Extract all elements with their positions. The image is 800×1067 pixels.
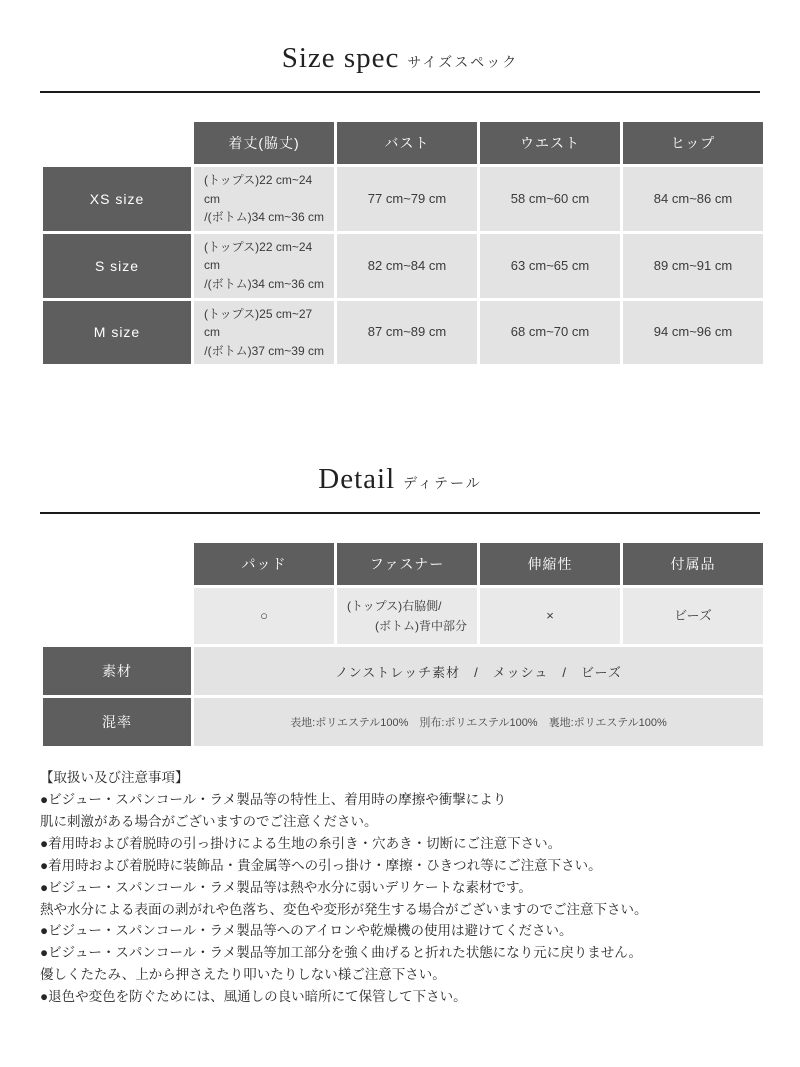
care-note-line: ●着用時および着脱時に装飾品・貴金属等への引っ掛け・摩擦・ひきつれ等にご注意下さい。 [40, 857, 602, 873]
header-cell-length: 着丈(脇丈) [194, 122, 334, 164]
size-spec-heading [40, 0, 760, 85]
header-cell-stretch: 伸縮性 [480, 543, 620, 585]
size-spec-title-en: Size spec [281, 42, 400, 74]
header-cell-bust: バスト [337, 122, 477, 164]
table-row [43, 588, 763, 644]
care-note-line: ●着用時および着脱時の引っ掛けによる生地の糸引き・穴あき・切断にご注意下さい。 [40, 835, 562, 851]
cell-s-hip: 89 cm~91 cm [623, 234, 763, 298]
cell-m-waist: 68 cm~70 cm [480, 301, 620, 365]
header-cell-waist: ウエスト [480, 122, 620, 164]
row-label-material: 素材 [43, 647, 191, 695]
cell-s-length [194, 234, 334, 298]
table-header-row [43, 122, 763, 164]
detail-heading [40, 421, 760, 506]
care-note-line: ●ビジュー・スパンコール・ラメ製品等加工部分を強く曲げると折れた状態になり元に戻りません。 [40, 945, 643, 961]
header-cell-empty [43, 122, 191, 164]
detail-table [40, 540, 766, 749]
cell-m-length-top: (トップス)25 cm~27 cm [204, 306, 313, 340]
cell-m-bust: 87 cm~89 cm [337, 301, 477, 365]
care-note-line: 熱や水分による表面の剥がれや色落ち、変色や変形が発生する場合がございますのでご注意下さい。 [40, 901, 648, 917]
cell-blend-value: 表地:ポリエステル100% 別布:ポリエステル100% 裏地:ポリエステル100% [194, 698, 763, 746]
cell-zipper-value [337, 588, 477, 644]
detail-title-jp: ディテール [403, 475, 482, 492]
table-row [43, 301, 763, 365]
table-row [43, 234, 763, 298]
care-note-line: ●ビジュー・スパンコール・ラメ製品等は熱や水分に弱いデリケートな素材です。 [40, 879, 532, 895]
header-cell-zipper: ファスナー [337, 543, 477, 585]
care-note-line: ●ビジュー・スパンコール・ラメ製品等の特性上、着用時の摩擦や衝撃により [40, 792, 507, 808]
care-notes [40, 767, 760, 1007]
header-cell-accessory: 付属品 [623, 543, 763, 585]
care-note-line: 肌に刺激がある場合がございますのでご注意ください。 [40, 814, 378, 830]
cell-s-bust: 82 cm~84 cm [337, 234, 477, 298]
cell-xs-waist: 58 cm~60 cm [480, 167, 620, 231]
cell-stretch-value: × [480, 588, 620, 644]
size-spec-table [40, 119, 766, 367]
size-spec-title-jp: サイズスペック [407, 54, 519, 70]
row-label-m: M size [43, 301, 191, 365]
table-header-row [43, 543, 763, 585]
table-row [43, 647, 763, 695]
cell-m-hip: 94 cm~96 cm [623, 301, 763, 365]
cell-pad-value: ○ [194, 588, 334, 644]
cell-material-value: ノンストレッチ素材 / メッシュ / ビーズ [194, 647, 763, 695]
cell-m-length-bottom: /(ボトム)37 cm~39 cm [204, 343, 324, 358]
table-row [43, 698, 763, 746]
care-note-line: 優しくたたみ、上から押さえたり叩いたりしない様ご注意下さい。 [40, 967, 446, 983]
detail-title-en: Detail [318, 463, 396, 496]
cell-xs-length-top: (トップス)22 cm~24 cm [204, 173, 313, 206]
row-label-empty [43, 588, 191, 644]
header-cell-pad: パッド [194, 543, 334, 585]
row-label-xs: XS size [43, 167, 191, 231]
row-label-blend: 混率 [43, 698, 191, 746]
care-note-line: ●ビジュー・スパンコール・ラメ製品等へのアイロンや乾燥機の使用は避けてください。 [40, 923, 573, 939]
cell-xs-length-bottom: /(ボトム)34 cm~36 cm [204, 210, 324, 225]
cell-xs-bust: 77 cm~79 cm [337, 167, 477, 231]
cell-s-length-top: (トップス)22 cm~24 cm [204, 239, 313, 273]
cell-xs-hip: 84 cm~86 cm [623, 167, 763, 231]
cell-s-length-bottom: /(ボトム)34 cm~36 cm [204, 276, 324, 291]
table-row [43, 167, 763, 231]
cell-xs-length [194, 167, 334, 231]
header-cell-hip: ヒップ [623, 122, 763, 164]
row-label-s: S size [43, 234, 191, 298]
cell-m-length [194, 301, 334, 365]
cell-accessory-value: ビーズ [623, 588, 763, 644]
cell-zipper-line1: (トップス)右脇側/ [347, 598, 442, 613]
care-note-line: ●退色や変色を防ぐためには、風通しの良い暗所にて保管して下さい。 [40, 988, 467, 1004]
header-cell-empty [43, 543, 191, 585]
cell-zipper-line2: (ボトム)背中部分 [375, 619, 467, 634]
care-notes-heading: 【取扱い及び注意事項】 [40, 770, 189, 786]
cell-s-waist: 63 cm~65 cm [480, 234, 620, 298]
